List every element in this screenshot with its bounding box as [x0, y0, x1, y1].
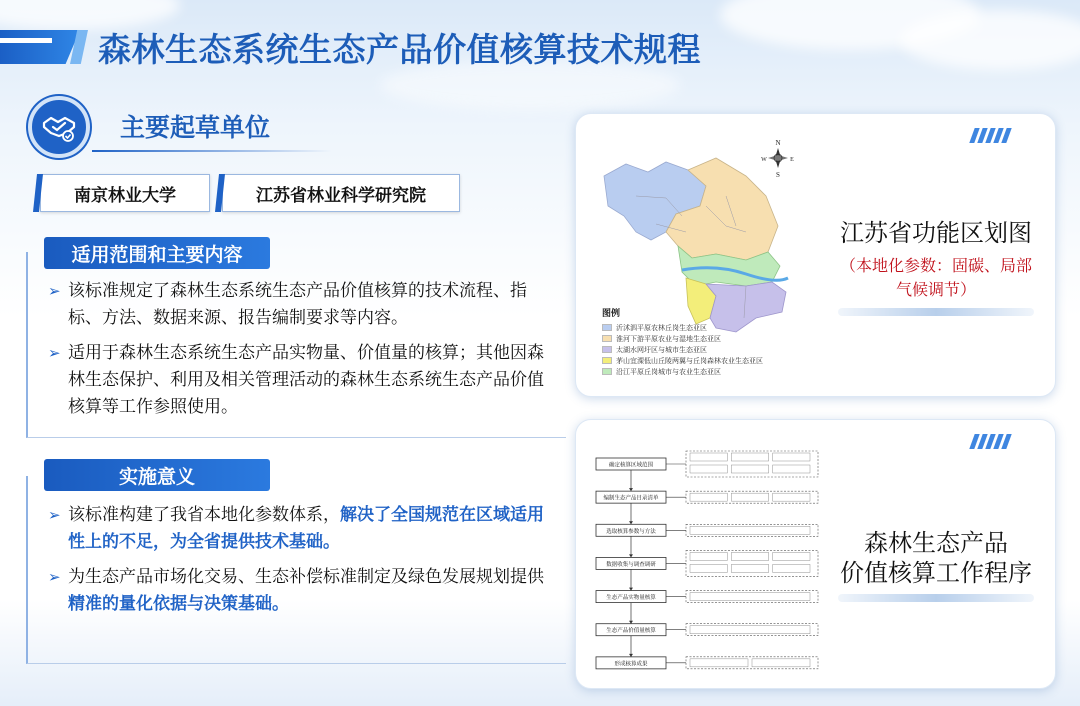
- flow-detail-item: [773, 564, 810, 572]
- flow-detail-item: [690, 526, 810, 534]
- flow-card-title-line2: 价值核算工作程序: [840, 559, 1032, 587]
- flow-detail-item: [731, 465, 768, 473]
- flow-detail-item: [752, 659, 810, 667]
- flow-detail-item: [731, 453, 768, 461]
- handshake-icon: [28, 96, 90, 158]
- flow-detail-item: [731, 564, 768, 572]
- significance-highlight: 精准的量化依据与决策基础。: [68, 594, 289, 614]
- title-accent-line: [0, 38, 52, 43]
- flow-detail-item: [773, 453, 810, 461]
- map-card-caption: [836, 218, 1036, 302]
- flow-step-label: 确定核算区域范围: [608, 462, 654, 469]
- flow-step-label: 编制生态产品目录清单: [603, 495, 659, 502]
- legend-label: 太湖水网圩区与城市生态亚区: [616, 345, 707, 354]
- cloud: [900, 10, 1080, 70]
- flow-detail-item: [690, 626, 810, 634]
- procedure-flowchart: [590, 448, 830, 680]
- significance-bullet: [48, 502, 548, 556]
- flow-step-label: 生态产品实物量核算: [606, 595, 656, 602]
- compass-icon: [761, 139, 794, 179]
- flow-step-label: 选取核算参数与方法: [606, 528, 656, 535]
- flow-step-label: 数据收集与调查调研: [606, 561, 656, 568]
- caption-underline: [838, 594, 1034, 602]
- legend-swatch: [602, 357, 612, 364]
- legend-row: [602, 344, 763, 355]
- svg-text:W: W: [761, 157, 767, 163]
- flow-detail-item: [690, 465, 727, 473]
- flow-detail-item: [773, 465, 810, 473]
- flow-arrowhead: [629, 521, 633, 524]
- drafters-heading: 主要起草单位: [120, 113, 271, 142]
- flow-step-label: 形成核算成果: [614, 661, 648, 668]
- legend-label: 沂沭泗平原农林丘岗生态亚区: [616, 323, 707, 332]
- caption-underline: [838, 308, 1034, 316]
- flow-detail-item: [690, 593, 810, 601]
- card-decoration: [972, 434, 1009, 449]
- heading-underline: [92, 150, 332, 152]
- flow-detail-item: [690, 564, 727, 572]
- page-title: 森林生态系统生态产品价值核算技术规程: [98, 30, 701, 69]
- legend-row: [602, 366, 763, 377]
- map-card-title: 江苏省功能区划图: [840, 219, 1032, 247]
- flow-card-caption: [836, 528, 1036, 588]
- flow-arrowhead: [629, 621, 633, 624]
- legend-swatch: [602, 368, 612, 375]
- legend-swatch: [602, 324, 612, 331]
- flow-detail-item: [690, 493, 727, 501]
- map-card-note: （本地化参数：固碳、局部气候调节）: [839, 256, 1032, 299]
- svg-text:E: E: [790, 157, 794, 163]
- flow-step-label: 生态产品价值量核算: [606, 628, 656, 635]
- significance-highlight: 解决了全国规范在区域适用性上的不足，为全省提供技术基础。: [68, 505, 544, 552]
- title-accent-bar: [0, 30, 80, 64]
- legend-label: 淮河下游平原农业与湿地生态亚区: [616, 334, 721, 343]
- svg-text:N: N: [775, 139, 781, 147]
- scope-bullet: [48, 340, 548, 421]
- significance-bullet-text: 该标准构建了我省本地化参数体系，: [68, 505, 340, 525]
- legend-title: 图例: [602, 309, 621, 319]
- flow-detail-item: [690, 659, 748, 667]
- legend-row: [602, 333, 763, 344]
- flow-detail-item: [731, 552, 768, 560]
- significance-section-title: 实施意义: [44, 459, 270, 491]
- flow-detail-item: [690, 453, 727, 461]
- flow-detail-item: [731, 493, 768, 501]
- flow-arrowhead: [629, 588, 633, 591]
- svg-text:S: S: [776, 171, 780, 179]
- arrow-bullet-icon: ➢: [48, 344, 61, 362]
- scope-bullet-text: 适用于森林生态系统生态产品实物量、价值量的核算；其他因森林生态保护、利用及相关管理活动的森林生态系统生态产品价值核算等工作参照使用。: [68, 343, 544, 417]
- scope-section-title: 适用范围和主要内容: [44, 237, 270, 269]
- flow-arrowhead: [629, 488, 633, 491]
- legend-label: 沿江平原丘岗城市与农业生态亚区: [616, 367, 721, 376]
- significance-bullet-text: 为生态产品市场化交易、生态补偿标准制定及绿色发展规划提供: [68, 567, 544, 587]
- significance-bullet: [48, 564, 548, 618]
- arrow-bullet-icon: ➢: [48, 506, 61, 524]
- flow-detail-item: [773, 552, 810, 560]
- map-legend: [602, 306, 763, 377]
- flow-arrowhead: [629, 554, 633, 557]
- legend-swatch: [602, 335, 612, 342]
- arrow-bullet-icon: ➢: [48, 568, 61, 586]
- flow-detail-item: [773, 493, 810, 501]
- arrow-bullet-icon: ➢: [48, 282, 61, 300]
- scope-bullet: [48, 278, 548, 332]
- legend-label: 茅山宜溧低山丘陵两翼与丘岗森林农业生态亚区: [616, 356, 763, 365]
- flow-arrowhead: [629, 654, 633, 657]
- org-tag: 江苏省林业科学研究院: [222, 174, 460, 212]
- flow-detail-item: [690, 552, 727, 560]
- legend-row: [602, 322, 763, 333]
- flow-card-title-line1: 森林生态产品: [864, 529, 1008, 557]
- legend-swatch: [602, 346, 612, 353]
- card-decoration: [972, 128, 1009, 143]
- legend-row: [602, 355, 763, 366]
- org-tag: 南京林业大学: [40, 174, 210, 212]
- scope-bullet-text: 该标准规定了森林生态系统生态产品价值核算的技术流程、指标、方法、数据来源、报告编制要求等内容。: [68, 281, 527, 328]
